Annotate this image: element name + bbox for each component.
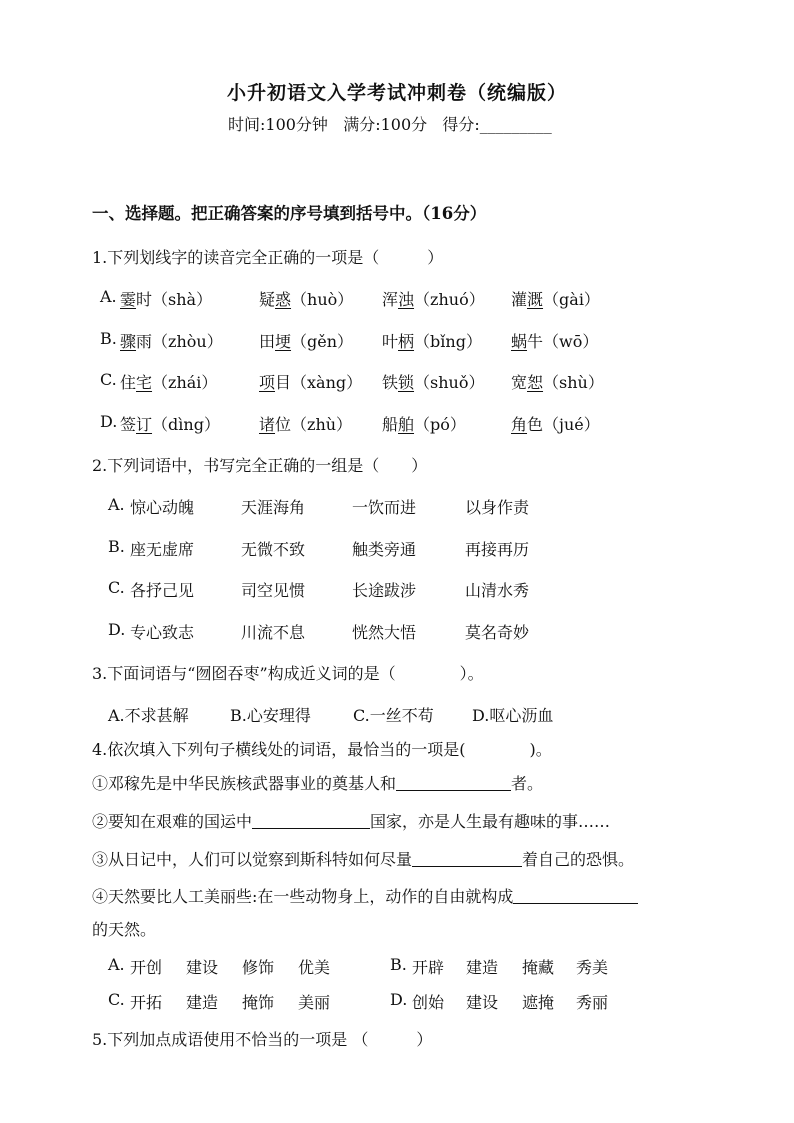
q2-d-word-3: 恍然大悟: [352, 623, 417, 642]
option-label: B.: [390, 955, 407, 974]
q3-option-a: A.不求甚解: [108, 706, 189, 725]
q4-a-word-3: 修饰: [242, 958, 275, 977]
option-label: A.: [108, 495, 125, 514]
q2-b-word-4: 再接再历: [465, 540, 530, 559]
option-label: D.: [100, 412, 118, 431]
q1-c-item-4: 宽恕（shù）: [511, 373, 604, 392]
q4-d-word-1: 创始: [412, 993, 445, 1012]
q4-sentence-4: ④天然要比人工美丽些:在一些动物身上，动作的自由就构成: [92, 884, 638, 907]
q4-d-word-4: 秀丽: [576, 993, 609, 1012]
option-label: A.: [100, 287, 117, 306]
question-5-stem: 5.下列加点成语使用不恰当的一项是 （ ）: [92, 1030, 433, 1049]
option-label: C.: [108, 990, 125, 1009]
q4-c-word-2: 建造: [186, 993, 219, 1012]
score-total: 满分:100分: [343, 115, 428, 134]
q4-a-word-4: 优美: [298, 958, 331, 977]
q1-d-item-2: 诸位（zhù）: [259, 415, 353, 434]
option-label: D.: [108, 620, 126, 639]
score-field: 得分:_________: [442, 115, 552, 134]
section-heading: 一、选择题。把正确答案的序号填到括号中。（16分）: [92, 204, 487, 223]
q1-b-item-4: 蜗牛（wō）: [511, 332, 599, 351]
q2-c-word-3: 长途跋涉: [352, 581, 417, 600]
q4-b-word-3: 掩藏: [522, 958, 555, 977]
q4-sentence-2: ②要知在艰难的国运中 国家，亦是人生最有趣味的事……: [92, 812, 611, 831]
q1-b-item-1: 骤雨（zhòu）: [120, 332, 223, 351]
option-label: D.: [390, 990, 408, 1009]
q4-c-word-1: 开拓: [130, 993, 163, 1012]
q2-c-word-1: 各抒己见: [130, 581, 195, 600]
q4-d-word-2: 建设: [466, 993, 499, 1012]
q1-d-item-3: 船舶（pó）: [382, 415, 466, 434]
q2-c-word-4: 山清水秀: [465, 581, 530, 600]
question-4-stem: 4.依次填入下列句子横线处的词语，最恰当的一项是( )。: [92, 740, 552, 759]
q4-sentence-1: ①邓稼先是中华民族核武器事业的奠基人和 者。: [92, 774, 544, 793]
option-label: B.: [100, 329, 117, 348]
q4-c-word-3: 掩饰: [242, 993, 275, 1012]
q2-c-word-2: 司空见惯: [241, 581, 306, 600]
time-label: 时间:100分钟: [228, 115, 328, 134]
question-2-stem: 2.下列词语中，书写完全正确的一组是（ ）: [92, 456, 428, 475]
q4-a-word-2: 建设: [186, 958, 219, 977]
q1-b-item-2: 田埂（gěn）: [259, 332, 354, 351]
page-title: 小升初语文入学考试冲刺卷（统编版）: [226, 82, 567, 104]
q4-c-word-4: 美丽: [298, 993, 331, 1012]
q1-b-item-3: 叶柄（bǐng）: [382, 332, 482, 351]
fill-blank: [396, 774, 511, 791]
question-3-stem: 3.下面词语与“囫囵吞枣”构成近义词的是（ ）。: [92, 664, 484, 683]
q4-sentence-3: ③从日记中，人们可以觉察到斯科特如何尽量 着自己的恐惧。: [92, 850, 635, 869]
q1-a-item-4: 灌溉（gài）: [511, 290, 600, 309]
q2-a-word-2: 天涯海角: [241, 498, 306, 517]
q2-b-word-2: 无微不致: [241, 540, 306, 559]
q4-b-word-4: 秀美: [576, 958, 609, 977]
q1-d-item-4: 角色（jué）: [511, 415, 600, 434]
q3-option-d: D.呕心沥血: [472, 706, 554, 725]
q4-b-word-2: 建造: [466, 958, 499, 977]
q3-option-c: C.一丝不苟: [353, 706, 434, 725]
option-label: A.: [108, 955, 125, 974]
q2-a-word-3: 一饮而进: [352, 498, 417, 517]
q2-d-word-4: 莫名奇妙: [465, 623, 530, 642]
q1-c-item-1: 住宅（zhái）: [120, 373, 218, 392]
q1-d-item-1: 签订（dìng）: [120, 415, 220, 434]
q1-a-item-2: 疑惑（huò）: [259, 290, 354, 309]
q2-a-word-1: 惊心动魄: [130, 498, 195, 517]
option-label: B.: [108, 537, 125, 556]
q4-b-word-1: 开辟: [412, 958, 445, 977]
q2-a-word-4: 以身作责: [465, 498, 530, 517]
exam-info: [228, 112, 552, 135]
fill-blank: [412, 850, 522, 867]
q3-option-b: B.心安理得: [230, 706, 311, 725]
question-1-stem: 1.下列划线字的读音完全正确的一项是（ ）: [92, 248, 444, 267]
q2-d-word-1: 专心致志: [130, 623, 195, 642]
fill-blank: [252, 812, 370, 829]
q1-c-item-2: 项目（xàng）: [259, 373, 363, 392]
q2-b-word-3: 触类旁通: [352, 540, 417, 559]
option-label: C.: [100, 370, 117, 389]
fill-blank: [513, 887, 638, 904]
q4-a-word-1: 开创: [130, 958, 163, 977]
q4-d-word-3: 遮掩: [522, 993, 555, 1012]
q1-a-item-3: 浑浊（zhuó）: [382, 290, 485, 309]
q2-d-word-2: 川流不息: [241, 623, 306, 642]
option-label: C.: [108, 578, 125, 597]
q4-sentence-4-cont: 的天然。: [92, 920, 157, 939]
q2-b-word-1: 座无虚席: [130, 540, 195, 559]
q1-a-item-1: 霎时（shà）: [120, 290, 213, 309]
q1-c-item-3: 铁锁（shuǒ）: [382, 373, 485, 392]
